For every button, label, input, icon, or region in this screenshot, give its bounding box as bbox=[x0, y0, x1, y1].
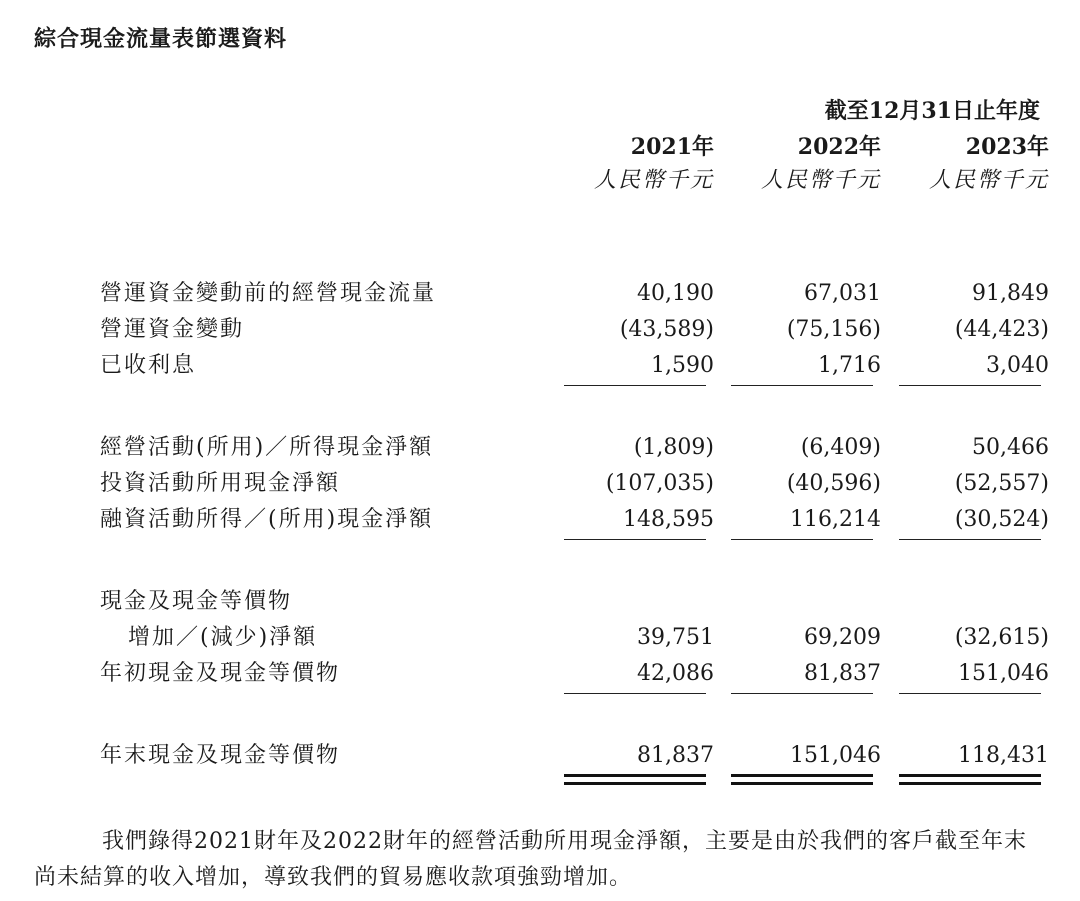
unit-label: 人民幣千元 bbox=[760, 168, 881, 193]
value-2023: (32,615) bbox=[954, 625, 1049, 650]
value-2023: 151,046 bbox=[958, 661, 1049, 686]
value-2021: (1,809) bbox=[633, 435, 714, 460]
page-title: 綜合現金流量表節選資料 bbox=[34, 27, 288, 52]
table-row bbox=[0, 430, 1080, 466]
table-row bbox=[0, 620, 1080, 656]
subtotal-rule bbox=[564, 693, 706, 694]
subtotal-rule bbox=[564, 385, 706, 386]
value-2021: (107,035) bbox=[605, 471, 714, 496]
total-double-rule bbox=[899, 774, 1041, 785]
value-2022: (40,596) bbox=[786, 471, 881, 496]
value-2022: 151,046 bbox=[790, 743, 881, 768]
table-row bbox=[0, 584, 1080, 620]
value-2023: 91,849 bbox=[972, 281, 1049, 306]
value-2022: (6,409) bbox=[800, 435, 881, 460]
value-2023: 118,431 bbox=[958, 743, 1049, 768]
row-label: 年初現金及現金等價物 bbox=[100, 661, 341, 686]
value-2022: 69,209 bbox=[804, 625, 881, 650]
year-column-2022 bbox=[731, 130, 881, 198]
value-2021: 40,190 bbox=[637, 281, 714, 306]
value-2022: 67,031 bbox=[804, 281, 881, 306]
year-label: 2023年 bbox=[965, 134, 1049, 160]
year-column-2021 bbox=[564, 130, 714, 198]
value-2021: 42,086 bbox=[637, 661, 714, 686]
unit-label: 人民幣千元 bbox=[928, 168, 1049, 193]
subtotal-rule bbox=[731, 539, 873, 540]
table-row bbox=[0, 312, 1080, 348]
value-2023: (52,557) bbox=[954, 471, 1049, 496]
subtotal-rule bbox=[731, 385, 873, 386]
period-header: 截至12月31日止年度 bbox=[824, 98, 1040, 124]
value-2022: (75,156) bbox=[786, 317, 881, 342]
row-label: 經營活動(所用)／所得現金淨額 bbox=[100, 435, 434, 460]
table-row-total bbox=[0, 738, 1080, 774]
table-row bbox=[0, 348, 1080, 384]
table-row bbox=[0, 656, 1080, 692]
row-label: 年末現金及現金等價物 bbox=[100, 743, 341, 768]
row-label: 營運資金變動前的經營現金流量 bbox=[100, 281, 437, 306]
row-label: 增加／(減少)淨額 bbox=[128, 625, 318, 650]
value-2021: 81,837 bbox=[637, 743, 714, 768]
value-2022: 1,716 bbox=[818, 353, 881, 378]
value-2022: 81,837 bbox=[804, 661, 881, 686]
value-2022: 116,214 bbox=[790, 507, 881, 532]
table-row bbox=[0, 466, 1080, 502]
year-label: 2022年 bbox=[797, 134, 881, 160]
subtotal-rule bbox=[564, 539, 706, 540]
total-double-rule bbox=[731, 774, 873, 785]
value-2021: 148,595 bbox=[623, 507, 714, 532]
subtotal-rule bbox=[731, 693, 873, 694]
value-2023: 3,040 bbox=[986, 353, 1049, 378]
explanatory-note: 我們錄得2021財年及2022財年的經營活動所用現金淨額，主要是由於我們的客戶截至年末尚未結算的收入增加，導致我們的貿易應收款項強勁增加。 bbox=[34, 829, 1027, 890]
total-double-rule bbox=[564, 774, 706, 785]
unit-label: 人民幣千元 bbox=[593, 168, 714, 193]
row-label: 現金及現金等價物 bbox=[100, 589, 293, 614]
table-row bbox=[0, 502, 1080, 538]
value-2021: 39,751 bbox=[637, 625, 714, 650]
row-label: 營運資金變動 bbox=[100, 317, 245, 342]
value-2023: (44,423) bbox=[954, 317, 1049, 342]
subtotal-rule bbox=[899, 385, 1041, 386]
value-2023: (30,524) bbox=[954, 507, 1049, 532]
subtotal-rule bbox=[899, 693, 1041, 694]
subtotal-rule bbox=[899, 539, 1041, 540]
row-label: 投資活動所用現金淨額 bbox=[100, 471, 341, 496]
row-label: 融資活動所得／(所用)現金淨額 bbox=[100, 507, 434, 532]
table-row bbox=[0, 276, 1080, 312]
value-2023: 50,466 bbox=[972, 435, 1049, 460]
row-label: 已收利息 bbox=[100, 353, 197, 378]
value-2021: 1,590 bbox=[651, 353, 714, 378]
year-column-2023 bbox=[899, 130, 1049, 198]
value-2021: (43,589) bbox=[619, 317, 714, 342]
year-label: 2021年 bbox=[630, 134, 714, 160]
